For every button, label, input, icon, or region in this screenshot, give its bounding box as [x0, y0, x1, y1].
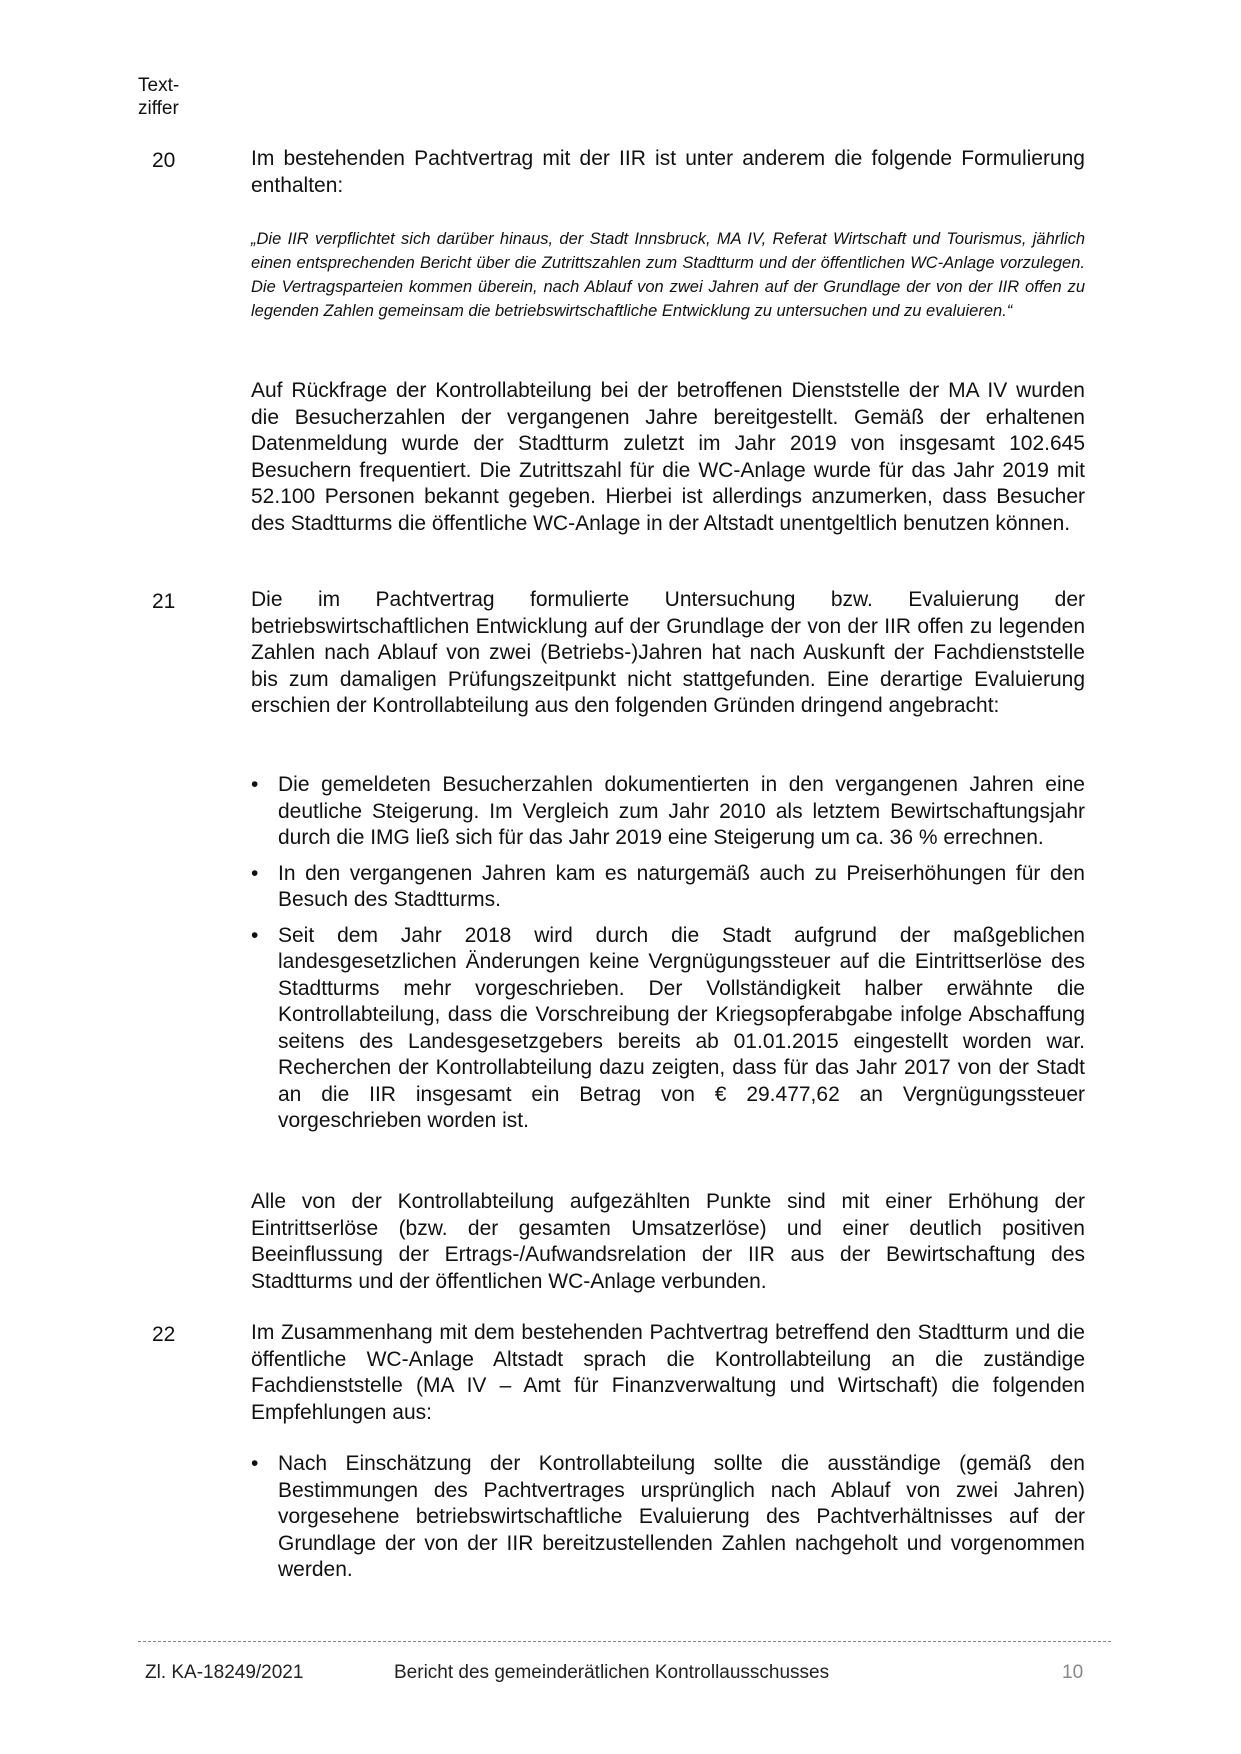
- section-20-quote: „Die IIR verpflichtet sich darüber hinaus, der Stadt Innsbruck, MA IV, Referat Wirtschaft und Tourismus, jährlich einen entsprechenden Bericht über die Zutrittszahlen zum Stadtturm und der öffentlichen WC-Anlage vorzulegen. Die Vertragsparteien kommen überein, nach Ablauf von zwei Jahren auf der Grundlage der von der IIR offen zu legenden Zahlen gemeinsam die betriebswirtschaftliche Entwicklung zu untersuchen und zu evaluieren.“: [251, 230, 1085, 320]
- list-item: • In den vergangenen Jahren kam es naturgemäß auch zu Preiserhöhungen für den Besuch des Stadtturms.: [251, 861, 1085, 911]
- section-21-bullet-list: [251, 772, 1085, 1144]
- section-21-body: Alle von der Kontrollabteilung aufgezählten Punkte sind mit einer Erhöhung der Eintrittserlöse (bzw. der gesamten Umsatzerlöse) und einer deutlich positiven Beeinflussung der Ertrags-/Aufwandsrelation der IIR aus der Bewirtschaftung des Stadtturms und der öffentlichen WC-Anlage verbunden.: [251, 1190, 1085, 1293]
- list-item: • Seit dem Jahr 2018 wird durch die Stadt aufgrund der maßgeblichen landesgesetzlichen Änderungen keine Vergnügungssteuer auf die Eintrittserlöse des Stadtturms mehr vorgeschrieben. Der Vollständigkeit halber erwähnte die Kontrollabteilung, dass die Vorschreibung der Kriegsopferabgabe infolge Abschaffung seitens des Landesgesetzgebers bereits ab 01.01.2015 eingestellt worden war. Recherchen der Kontrollabteilung dazu zeigten, dass für das Jahr 2017 von der Stadt an die IIR insgesamt ein Betrag von € 29.477,62 an Vergnügungssteuer vorgeschrieben worden ist.: [251, 923, 1085, 1132]
- footer-title: Bericht des gemeinderätlichen Kontrollausschusses: [394, 1662, 830, 1683]
- section-21-intro: Die im Pachtvertrag formulierte Untersuchung bzw. Evaluierung der betriebswirtschaftlichen Entwicklung auf der Grundlage der von der IIR offen zu legenden Zahlen nach Ablauf von zwei (Betriebs-)Jahren hat nach Auskunft der Fachdienststelle bis zum damaligen Prüfungszeitpunkt nicht stattgefunden. Eine derartige Evaluierung erschien der Kontrollabteilung aus den folgenden Gründen dringend angebracht:: [251, 588, 1085, 717]
- list-item: • Die gemeldeten Besucherzahlen dokumentierten in den vergangenen Jahren eine deutliche Steigerung. Im Vergleich zum Jahr 2010 als letztem Bewirtschaftungsjahr durch die IMG ließ sich für das Jahr 2019 eine Steigerung um ca. 36 % errechnen.: [251, 773, 1085, 849]
- textziffer-label: Text- ziffer: [138, 75, 180, 119]
- page-number: 10: [1062, 1662, 1084, 1683]
- section-20-intro: Im bestehenden Pachtvertrag mit der IIR ist unter anderem die folgende Formulierung enthalten:: [251, 147, 1085, 197]
- bullet-icon: •: [251, 861, 259, 885]
- list-item: • Nach Einschätzung der Kontrollabteilung sollte die ausständige (gemäß den Bestimmungen des Pachtvertrages ursprünglich nach Ablauf von zwei Jahren) vorgesehene betriebswirtschaftliche Evaluierung des Pachtverhältnisses auf der Grundlage der von der IIR bereitzustellenden Zahlen nachgeholt und vorgenommen werden.: [251, 1452, 1085, 1581]
- bullet-icon: •: [251, 773, 259, 796]
- bullet-icon: •: [251, 1452, 259, 1475]
- section-22-bullet-list: [251, 1451, 1085, 1593]
- section-number-21: 21: [152, 590, 176, 613]
- section-20-body: Auf Rückfrage der Kontrollabteilung bei der betroffenen Dienststelle der MA IV wurden die Besucherzahlen der vergangenen Jahre bereitgestellt. Gemäß der erhaltenen Datenmeldung wurde der Stadtturm zuletzt im Jahr 2019 von insgesamt 102.645 Besuchern frequentiert. Die Zutrittszahl für die WC-Anlage wurde für das Jahr 2019 mit 52.100 Personen bekannt gegeben. Hierbei ist allerdings anzumerken, dass Besucher des Stadtturms die öffentliche WC-Anlage in der Altstadt unentgeltlich benutzen können.: [251, 379, 1085, 535]
- footer-reference: Zl. KA-18249/2021: [145, 1662, 304, 1683]
- bullet-icon: •: [251, 923, 259, 947]
- section-22-intro: Im Zusammenhang mit dem bestehenden Pachtvertrag betreffend den Stadtturm und die öffentliche WC-Anlage Altstadt sprach die Kontrollabteilung an die zuständige Fachdienststelle (MA IV – Amt für Finanzverwaltung und Wirtschaft) die folgenden Empfehlungen aus:: [251, 1321, 1085, 1424]
- section-number-20: 20: [152, 149, 176, 172]
- section-number-22: 22: [152, 1323, 176, 1346]
- footer-divider: [138, 1641, 1111, 1642]
